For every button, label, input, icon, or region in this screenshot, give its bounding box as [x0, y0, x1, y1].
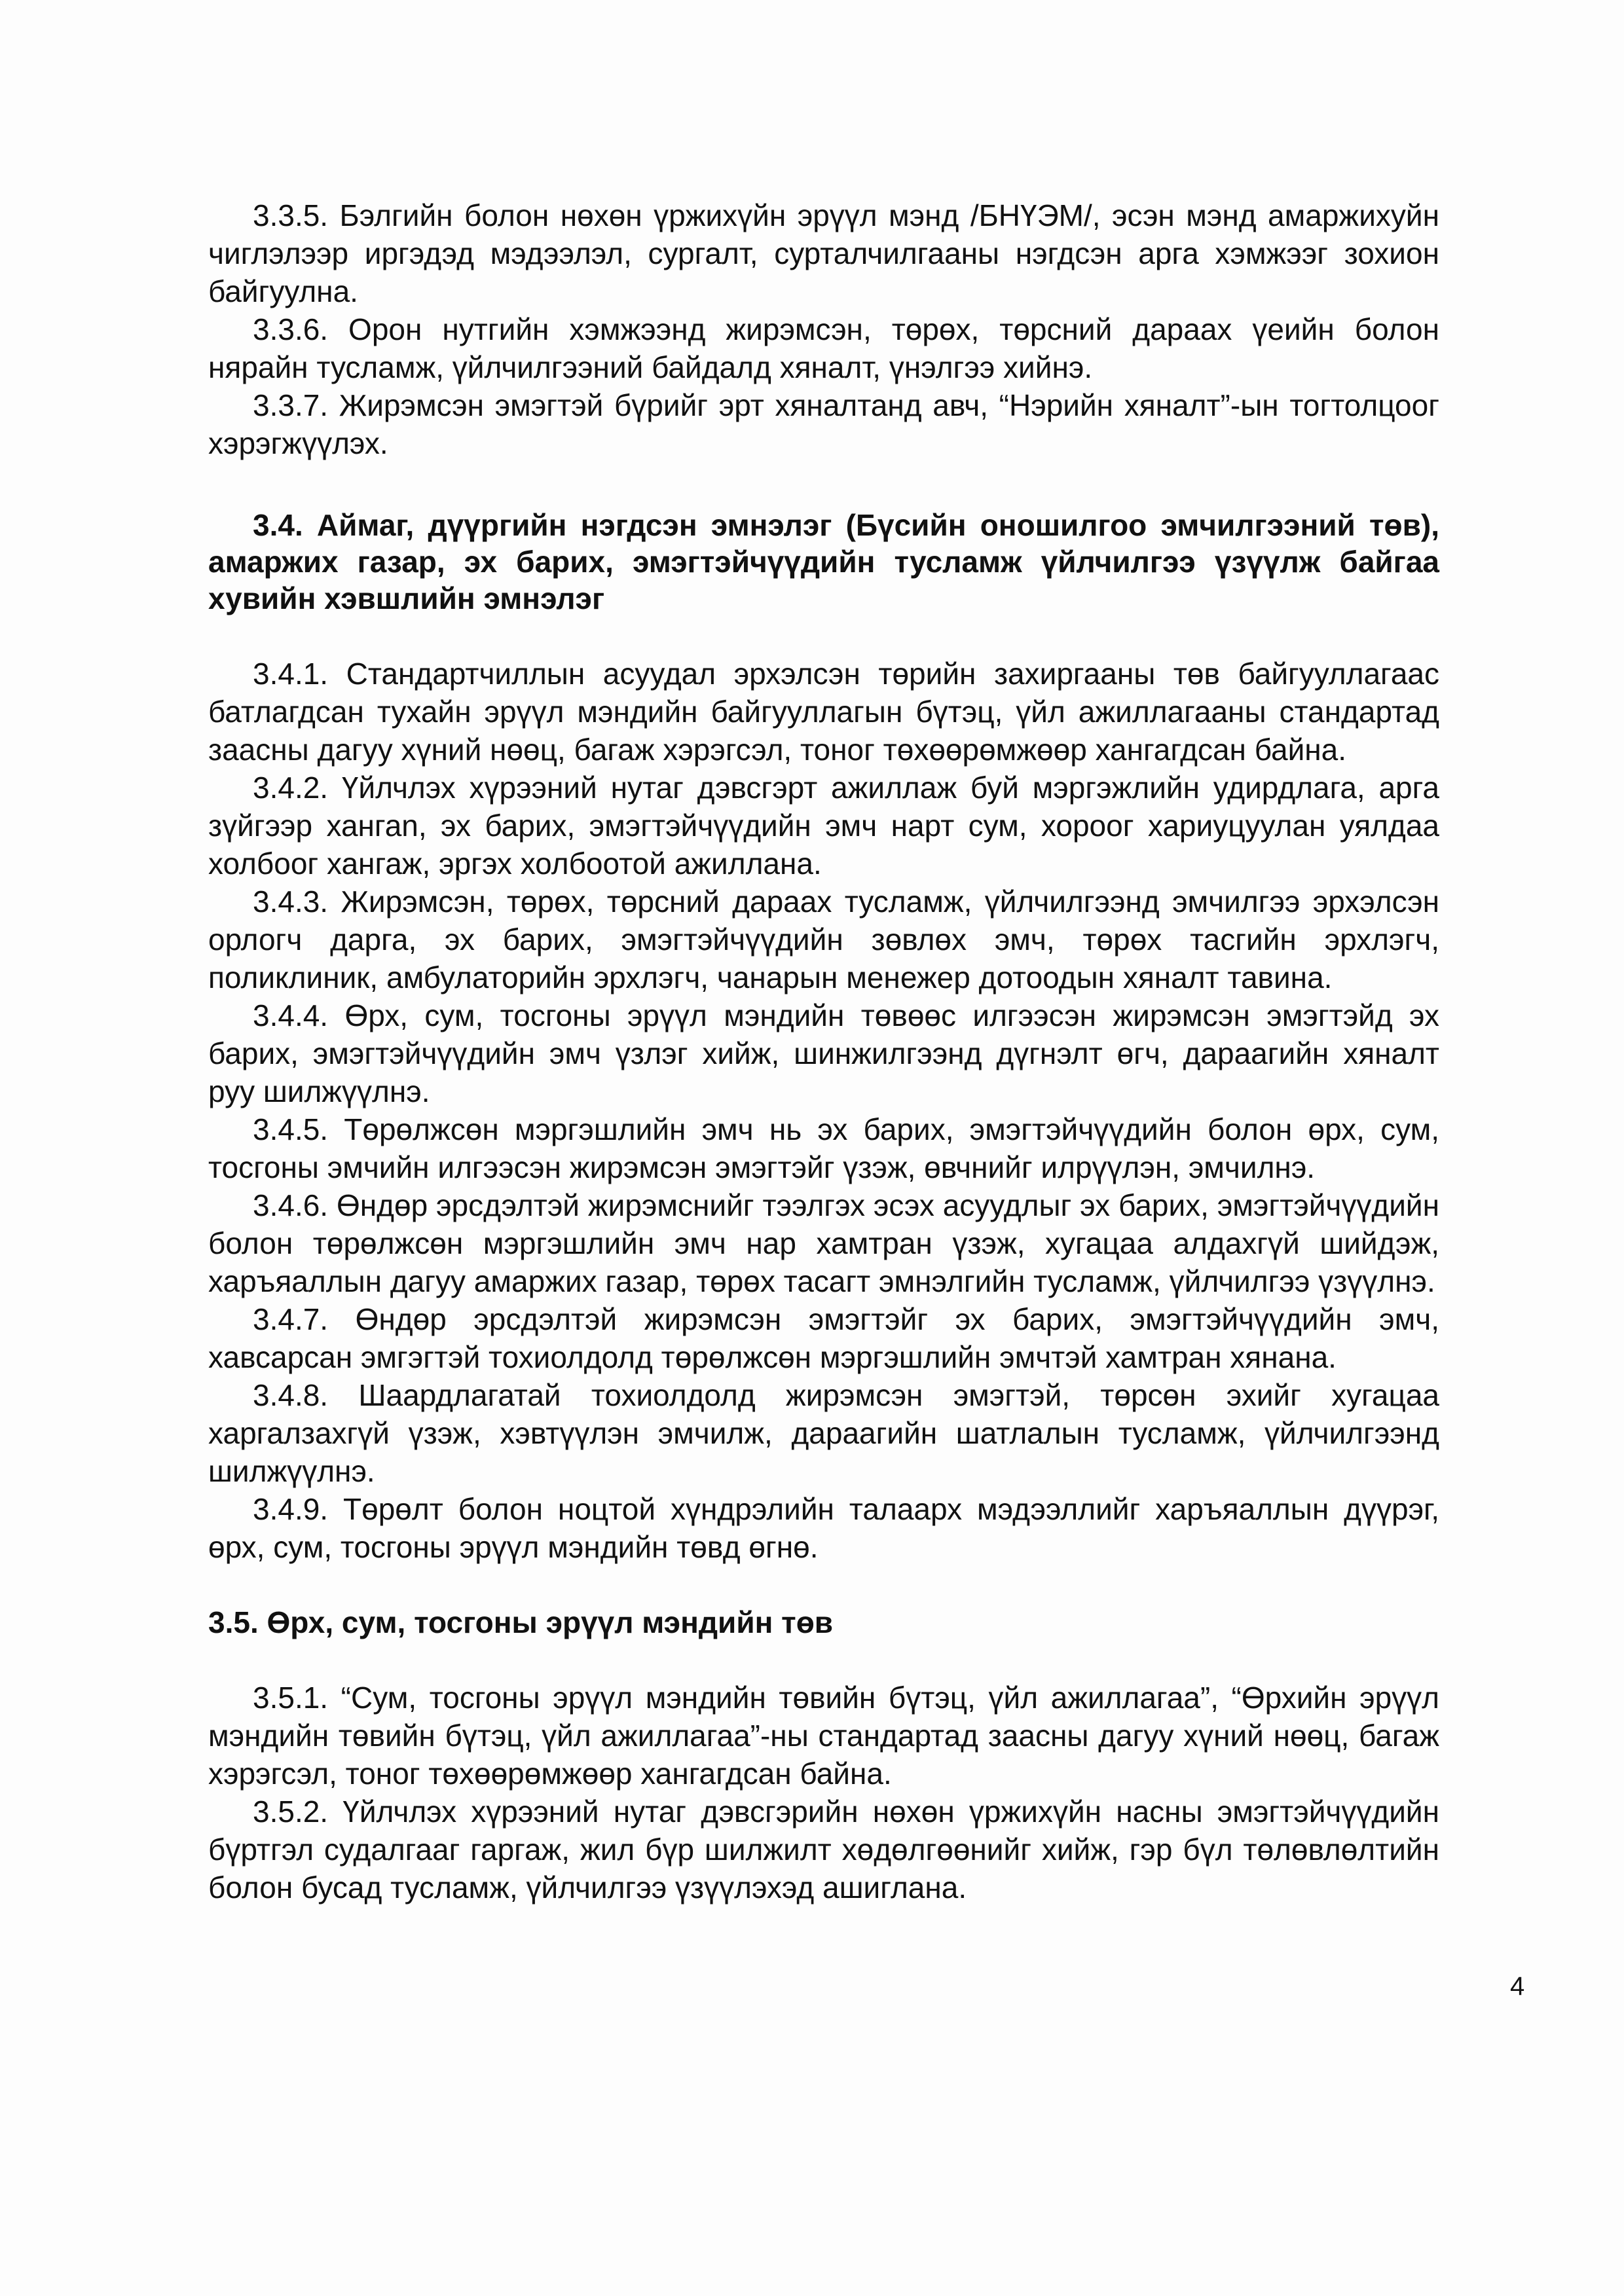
spacer	[208, 462, 1439, 507]
paragraph-3-4-6: 3.4.6. Өндөр эрсдэлтэй жирэмснийг тээлгэх эсэх асуудлыг эх барих, эмэгтэйчүүдийн болон төрөлжсөн мэргэшлийн эмч нар хамтран үзэж, хугацаа алдахгүй шийдэж, харъяаллын дагуу амаржих газар, төрөх тасагт эмнэлгийн тусламж, үйлчилгээ үзүүлнэ.	[208, 1188, 1439, 1298]
paragraph-3-5-2: 3.5.2. Үйлчлэх хүрээний нутаг дэвсгэрийн нөхөн үржихүйн насны эмэгтэйчүүдийн бүртгэл судалгааг гаргаж, жил бүр шилжилт хөдөлгөөнийг хийж, гэр бүл төлөвлөлтийн болон бусад тусламж, үйлчилгээ үзүүлэхэд ашиглана.	[208, 1795, 1439, 1904]
paragraph-3-3-6: 3.3.6. Орон нутгийн хэмжээнд жирэмсэн, төрөх, төрсний дараах үеийн болон нярайн тусламж, үйлчилгээний байдалд хяналт, үнэлгээ хийнэ.	[208, 312, 1439, 384]
page-content	[208, 196, 1439, 1906]
paragraph-3-4-7: 3.4.7. Өндөр эрсдэлтэй жирэмсэн эмэгтэйг эх барих, эмэгтэйчүүдийн эмч, хавсарсан эмгэгтэй тохиолдолд төрөлжсөн мэргэшлийн эмчтэй хамтран хянана.	[208, 1302, 1439, 1374]
paragraph-3-3-7: 3.3.7. Жирэмсэн эмэгтэй бүрийг эрт хяналтанд авч, “Нэрийн хяналт”-ын тогтолцоог хэрэгжүүлэх.	[208, 388, 1439, 460]
heading-3-5: 3.5. Өрх, сум, тосгоны эрүүл мэндийн төв	[208, 1605, 834, 1639]
paragraph-3-4-2: 3.4.2. Үйлчлэх хүрээний нутаг дэвсгэрт ажиллаж буй мэргэжлийн удирдлага, арга зүйгээр хангаn, эх барих, эмэгтэйчүүдийн эмч нарт сум, хороог хариуцуулан уялдаа холбоог хангаж, эргэх холбоотой ажиллана.	[208, 771, 1439, 881]
spacer	[208, 1566, 1439, 1604]
paragraph-3-5-1: 3.5.1. “Сум, тосгоны эрүүл мэндийн төвийн бүтэц, үйл ажиллагаа”, “Өрхийн эрүүл мэндийн төвийн бүтэц, үйл ажиллагаа”-ны стандартад заасны дагуу хүний нөөц, багаж хэрэгсэл, тоног төхөөрөмжөөр хангагдсан байна.	[208, 1681, 1439, 1791]
spacer	[208, 617, 1439, 655]
paragraph-3-3-5: 3.3.5. Бэлгийн болон нөхөн үржихүйн эрүүл мэнд /БНҮЭМ/, эсэн мэнд амаржихуйн чиглэлээр иргэдэд мэдээлэл, сургалт, сурталчилгааны нэгдсэн арга хэмжээг зохион байгуулна.	[208, 198, 1439, 308]
heading-3-4: 3.4. Аймаг, дүүргийн нэгдсэн эмнэлэг (Бүсийн оношилгоо эмчилгээний төв), амаржих газар, эх барих, эмэгтэйчүүдийн тусламж үйлчилгээ үзүүлж байгаа хувийн хэвшлийн эмнэлэг	[208, 508, 1439, 615]
paragraph-3-4-9: 3.4.9. Төрөлт болон ноцтой хүндрэлийн талаарх мэдээллийг харъяаллын дүүрэг, өрх, сум, тосгоны эрүүл мэндийн төвд өгнө.	[208, 1492, 1439, 1564]
paragraph-3-4-4: 3.4.4. Өрх, сум, тосгоны эрүүл мэндийн төвөөс илгээсэн жирэмсэн эмэгтэйд эх барих, эмэгтэйчүүдийн эмч үзлэг хийж, шинжилгээнд дүгнэлт өгч, дараагийн хяналт руу шилжүүлнэ.	[208, 998, 1439, 1108]
paragraph-3-4-3: 3.4.3. Жирэмсэн, төрөх, төрсний дараах тусламж, үйлчилгээнд эмчилгээ эрхэлсэн орлогч дарга, эх барих, эмэгтэйчүүдийн зөвлөх эмч, төрөх тасгийн эрхлэгч, поликлиник, амбулаторийн эрхлэгч, чанарын менежер дотоодын хяналт тавина.	[208, 884, 1439, 994]
paragraph-3-4-8: 3.4.8. Шаардлагатай тохиолдолд жирэмсэн эмэгтэй, төрсөн эхийг хугацаа харгалзахгүй үзэж, хэвтүүлэн эмчилж, дараагийн шатлалын тусламж, үйлчилгээнд шилжүүлнэ.	[208, 1378, 1439, 1488]
spacer	[208, 1641, 1439, 1679]
paragraph-3-4-5: 3.4.5. Төрөлжсөн мэргэшлийн эмч нь эх барих, эмэгтэйчүүдийн болон өрх, сум, тосгоны эмчийн илгээсэн жирэмсэн эмэгтэйг үзэж, өвчнийг илрүүлэн, эмчилнэ.	[208, 1112, 1439, 1184]
paragraph-3-4-1: 3.4.1. Стандартчиллын асуудал эрхэлсэн төрийн захиргааны төв байгууллагаас батлагдсан тухайн эрүүл мэндийн байгууллагын бүтэц, үйл ажиллагааны стандартад заасны дагуу хүний нөөц, багаж хэрэгсэл, тоног төхөөрөмжөөр хангагдсан байна.	[208, 657, 1439, 767]
page-number: 4	[1510, 1972, 1525, 2001]
